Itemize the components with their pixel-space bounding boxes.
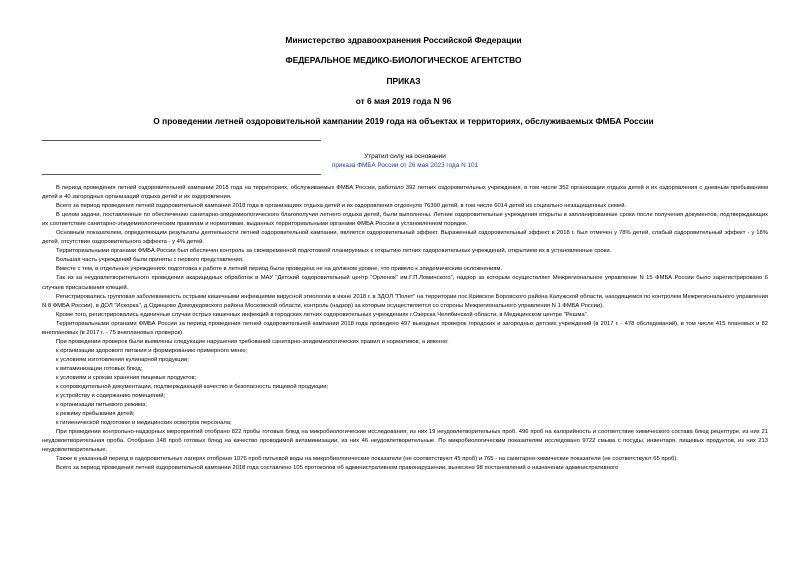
body-paragraph: к режиму пребывания детей; (56, 411, 135, 418)
body-paragraph: В период проведения летней оздоровительной кампании 2018 года на территориях, обслуживаемых ФМБА России, работало 392 летних оздоровительных учреждения, в том числе 352 организации отдыха детей и их оздоровления с дневным пребыванием детей и 40 загородных организаций отдыха детей и их оздоровления. (42, 185, 768, 201)
document-type: ПРИКАЗ (386, 76, 421, 86)
body-paragraph: к гигиенической подготовке и медицинских осмотров персонала; (56, 420, 232, 427)
body-paragraph: При проведении контрольно-надзорных мероприятий отобрано 822 пробы готовых блюд на микробиологические исследования, из них 19 неудовлетворительных проб. 496 проб на калорийность и соответствие химического состава блюд рецептуре, из них 21 неудовлетворительная проба. Отобрано 148 проб готовых блюд на качество проводимой витаминизации, из них 46 неудовлетворительные. По микробиологическим показателям исследовано 9722 смыва с посуды, инвентаря, пищевых продуктов, из них 213 неудовлетворительные. (42, 429, 768, 454)
body-paragraph: Вместе с тем, в отдельных учреждениях подготовка к работе в летний период была проведена не на должном уровне, что привело к эпидемическим осложнениям. (56, 266, 503, 273)
agency-heading: ФЕДЕРАЛЬНОЕ МЕДИКО-БИОЛОГИЧЕСКОЕ АГЕНТСТВО (285, 55, 522, 65)
top-divider (42, 140, 321, 141)
document-body (42, 184, 768, 474)
body-paragraph: Кроме того, регистрировались единичные случаи острых кишечных инфекций в городских летних оздоровительных учреждениях г.Озерска Челябинской области, в Медицинском центре "Решма". (56, 311, 589, 318)
body-paragraph: к устройству и содержанию помещений; (56, 393, 166, 400)
body-paragraph: В целом задачи, поставленные по обеспечению санитарно-эпидемиологического благополучия летнего отдыха детей, были выполнены. Летние оздоровительные учреждения открыты в запланированные сроки после получения документов, подтверждающих их соответствие санитарно-эпидемиологическим правилам и нормативам, выданных территориальными органами ФМБА России в установленном порядке. (42, 212, 768, 228)
body-paragraph: Основным показателем, определяющим результаты деятельности летней оздоровительной кампании, является оздоровительный эффект. Выраженный оздоровительный эффект в 2018 г. был отмечен у 78% детей, слабый оздоровительный эффект - у 18% детей, отсутствие оздоровительного эффекта - у 4% детей. (42, 230, 768, 246)
body-paragraph: Всего за период проведения летней оздоровительной кампании 2018 года составлено 105 протоколов об административном правонарушении, вынесено 98 постановлений о назначении административного (56, 465, 619, 472)
document-date-number: от 6 мая 2019 года N 96 (355, 96, 452, 106)
body-paragraph: Большая часть учреждений были приняты с первого представления. (56, 257, 244, 264)
body-paragraph: к условиям изготовления кулинарной продукции; (56, 356, 189, 363)
body-paragraph: к организации питьевого режима; (56, 402, 147, 409)
body-paragraph: к условиям и срокам хранения пищевых продуктов; (56, 374, 197, 381)
body-paragraph: Регистрировались групповая заболеваемость острыми кишечными инфекциями вирусной этиологии в июне 2018 г. в ЗДОЛ "Полет" на территории пос.Кривское Боровского района Калужской области, находящемся по контролем Межрегионального управления N 8 ФМБА России), в ДОЛ "Искорка", д.Одинцово Домодедовского района Московской области, контроль (надзор) за которым осуществляется со стороны Межрегионального управления N 1 ФМБА России). (42, 293, 768, 309)
body-paragraph: к сопроводительной документации, подтверждающей качество и безопасность пищевой продукции; (56, 384, 329, 391)
body-paragraph: Так из за неудовлетворительного проведения акарицидных обработок в МАУ "Детский оздоровительный центр "Орленок" им.Г.П.Ломинского", надзор за которым осуществляет Межрегиональное управление N 15 ФМБА России было зарегистрировано 6 случаев присасывания клещей. (42, 275, 768, 291)
body-paragraph: При проведении проверок были выявлены следующие нарушения требований санитарно-эпидемиологических правил и нормативов, а именно: (56, 338, 449, 345)
status-note-text: Утратил силу на основании (364, 153, 446, 160)
body-paragraph: к витаминизации готовых блюд; (56, 365, 143, 372)
body-paragraph: Территориальными органами ФМБА России был обеспечен контроль за своевременной подготовкой планируемых к открытию летних оздоровительных учреждений, открытием их в установленные сроки. (56, 248, 612, 255)
document-title: О проведении летней оздоровительной кампании 2019 года на объектах и территориях, обслуживаемых ФМБА России (153, 116, 654, 126)
body-paragraph: Всего за период проведения летней оздоровительной кампании 2018 года в организациях отдыха детей и их оздоровления отдохнуло 76390 детей, в том числе 6014 детей из социально незащищенных семей. (56, 203, 627, 210)
body-paragraph: к организации здорового питания и формированию примерного меню; (56, 347, 248, 354)
status-note (42, 152, 768, 170)
ministry-heading: Министерство здравоохранения Российской Федерации (285, 35, 522, 45)
repeal-order-link[interactable]: приказа ФМБА России от 26 мая 2023 года N 101 (331, 162, 479, 169)
bottom-divider (42, 174, 321, 175)
body-paragraph: Территориальными органами ФМБА России за период проведения летней оздоровительной кампании 2018 года проведено 497 выездных проверок городских и загородных детских учреждений (в 2017 г. - 478 обследований), в том числе 415 плановых и 82 внеплановых (в 2017 г. - 75 внеплановых проверок). (42, 320, 768, 336)
body-paragraph: Также в указанный период в оздоровительных лагерях отобрано 1076 проб питьевой воды на микробиологические показатели (не соответствуют 45 проб) и 765 - на санитарно-химические показатели (не соответствуют 65 проб). (56, 456, 678, 463)
